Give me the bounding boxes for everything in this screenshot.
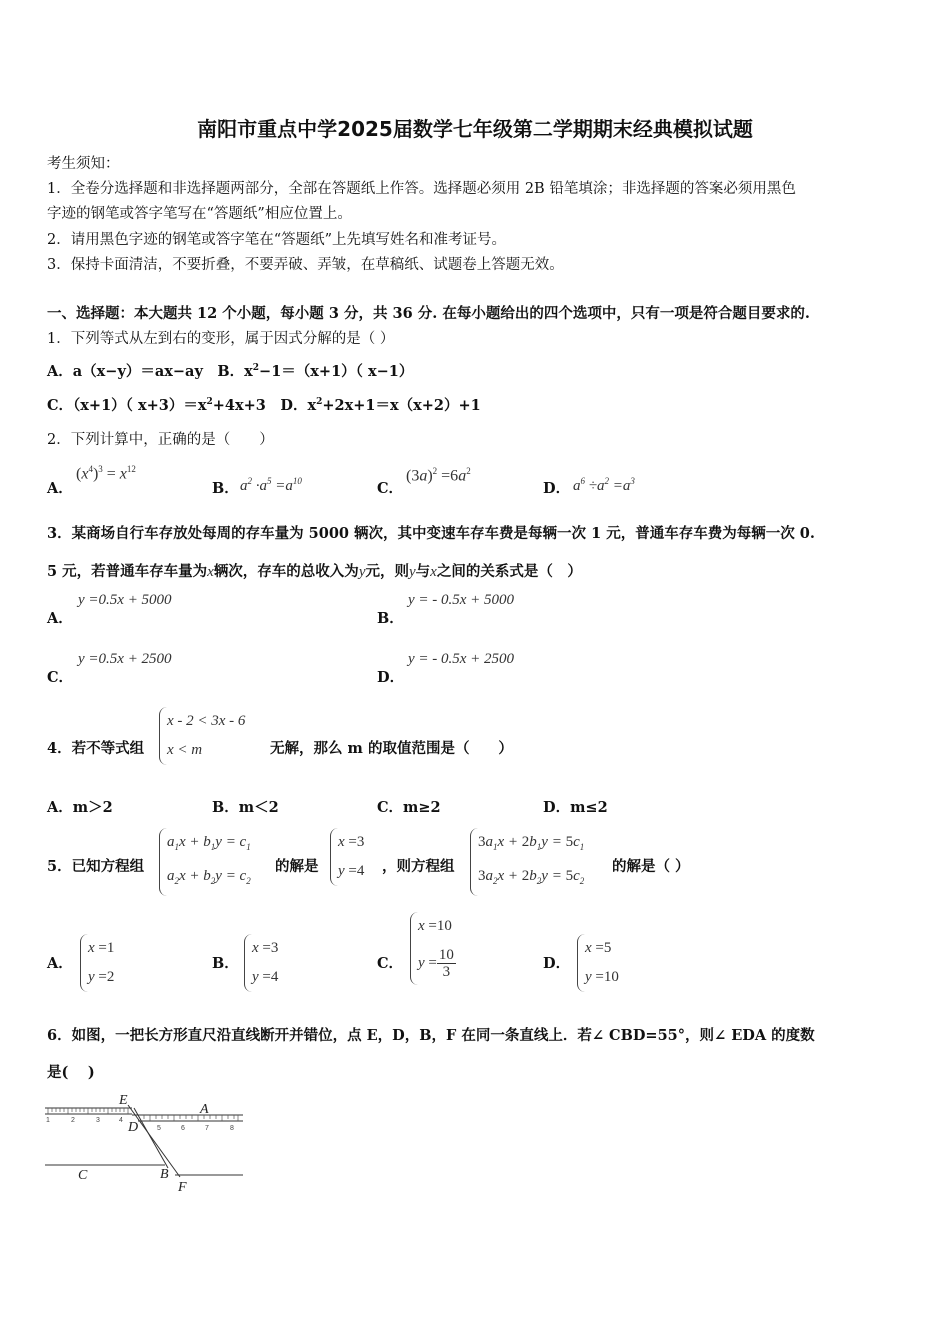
q3-label-b: B． xyxy=(377,610,404,627)
q4-stem-tail: 无解，那么 m 的取值范围是（ ） xyxy=(270,740,513,757)
notice-line-3: 3．保持卡面清洁，不要折叠，不要弄破、弄皱，在草稿纸、试题卷上答题无效。 xyxy=(47,257,564,273)
q5-mid-1: 的解是 xyxy=(275,858,319,875)
svg-text:7: 7 xyxy=(205,1125,209,1132)
q2-option-b-expr: $a^2 \cdot a^5 =a^{10}$ xyxy=(240,476,302,494)
svg-text:2: 2 xyxy=(71,1117,75,1124)
label-c: C xyxy=(78,1168,88,1183)
q2-stem: 2．下列计算中，正确的是（ ） xyxy=(47,432,274,448)
q1-options-cd: C．（x+1）（ $x+3)=x^2+4x+3$ D．$x^2+2x+1=x(x+2)+1$ xyxy=(47,397,481,414)
q5-label-b: B． xyxy=(212,955,239,972)
q4-inequality-system: x - 2 < 3x - 6 x < m xyxy=(159,707,245,765)
q2-option-d-expr: $a^6 \div a^2 =a^3$ xyxy=(573,476,635,494)
q3-label-d: D． xyxy=(377,669,405,686)
q5-option-d-system: x =5 y =10 xyxy=(577,934,619,992)
q2-label-d: D． xyxy=(543,480,571,497)
q4-stem: 4．若不等式组 xyxy=(47,740,145,757)
q5-system-2: $3a_1x + 2b_1y = 5c_1$ $3a_2x + 2b_2y = 5c_2$ xyxy=(470,828,584,896)
q2-option-c-expr: $(3a)^2 =6a^2$ xyxy=(406,466,471,485)
q2-option-a-expr: $(x^4)^3 = x^{12}$ xyxy=(76,464,136,483)
ruler-figure xyxy=(40,1090,250,1195)
label-f: F xyxy=(178,1180,187,1195)
q2-label-c: C． xyxy=(377,480,404,497)
q4-option-d: D．m≤2 xyxy=(543,799,608,816)
svg-text:5: 5 xyxy=(157,1125,161,1132)
q2-label-b: B． xyxy=(212,480,239,497)
q4-option-b: B．m＜2 xyxy=(212,799,279,816)
q1-options-ab: A．a（x−y）＝ax−ay B．$x^2-1=(x+1)$（ x−1） xyxy=(47,363,414,380)
q5-option-c-system: x =10 y = $\frac{10}{3}$ xyxy=(410,912,456,985)
q4-option-c: C．m≥2 xyxy=(377,799,441,816)
q5-label-a: A． xyxy=(47,955,73,972)
q5-mid-2: ，则方程组 xyxy=(382,858,455,875)
svg-text:3: 3 xyxy=(96,1117,100,1124)
q3-stem-line-2: 5 元，若普通车存车量为x辆次，存车的总收入为y元，则y与x之间的关系式是（ ） xyxy=(47,563,582,580)
svg-text:1: 1 xyxy=(46,1117,50,1124)
label-e: E xyxy=(119,1093,128,1108)
q5-solution-1: x =3 y =4 xyxy=(330,828,364,886)
label-d: D xyxy=(128,1120,139,1135)
svg-text:8: 8 xyxy=(230,1125,234,1132)
notice-line-1b: 字迹的钢笔或答字笔写在“答题纸”相应位置上。 xyxy=(47,206,352,222)
svg-text:4: 4 xyxy=(119,1117,123,1124)
q5-option-a-system: x =1 y =2 xyxy=(80,934,114,992)
q3-option-a-expr: y =0.5x + 5000 xyxy=(78,592,172,608)
q3-stem-line-1: 3．某商场自行车存放处每周的存车量为 5000 辆次，其中变速车存车费是每辆一次 1 元，普通车存车费为每辆一次 0. xyxy=(47,525,815,542)
q3-label-c: C． xyxy=(47,669,74,686)
q5-option-b-system: x =3 y =4 xyxy=(244,934,278,992)
q3-option-b-expr: y = - 0.5x + 5000 xyxy=(408,592,515,608)
q5-stem: 5．已知方程组 xyxy=(47,858,145,875)
label-a: A xyxy=(200,1102,209,1117)
q6-stem-line-2: 是( ) xyxy=(47,1064,95,1081)
q5-system-1: $a_1x + b_1y = c_1$ $a_2x + b_2y = c_2$ xyxy=(159,828,251,896)
notice-line-2: 2．请用黑色字迹的钢笔或答字笔在“答题纸”上先填写姓名和准考证号。 xyxy=(47,232,507,248)
q5-label-c: C． xyxy=(377,955,404,972)
q5-label-d: D． xyxy=(543,955,571,972)
page-title: 南阳市重点中学2025届数学七年级第二学期期末经典模拟试题 xyxy=(197,117,753,141)
q3-label-a: A． xyxy=(47,610,73,627)
q2-label-a: A． xyxy=(47,480,73,497)
q1-stem: 1．下列等式从左到右的变形，属于因式分解的是（ ） xyxy=(47,331,395,347)
q5-stem-tail: 的解是（ ） xyxy=(612,858,690,875)
q6-stem-line-1: 6．如图，一把长方形直尺沿直线断开并错位，点 E，D，B，F 在同一条直线上．若∠ CBD=55°，则∠ EDA 的度数 xyxy=(47,1027,815,1044)
q3-option-d-expr: y = - 0.5x + 2500 xyxy=(408,651,515,667)
q4-option-a: A．m＞2 xyxy=(47,799,113,816)
label-b: B xyxy=(160,1167,169,1182)
q3-option-c-expr: y =0.5x + 2500 xyxy=(78,651,172,667)
notice-line-1a: 1．全卷分选择题和非选择题两部分，全部在答题纸上作答。选择题必须用 2B 铅笔填涂；非选择题的答案必须用黑色 xyxy=(47,181,796,197)
notice-heading: 考生须知： xyxy=(47,156,120,172)
section-heading: 一、选择题：本大题共 12 个小题，每小题 3 分，共 36 分. 在每小题给出的四个选项中，只有一项是符合题目要求的. xyxy=(47,305,810,322)
svg-text:6: 6 xyxy=(181,1125,185,1132)
